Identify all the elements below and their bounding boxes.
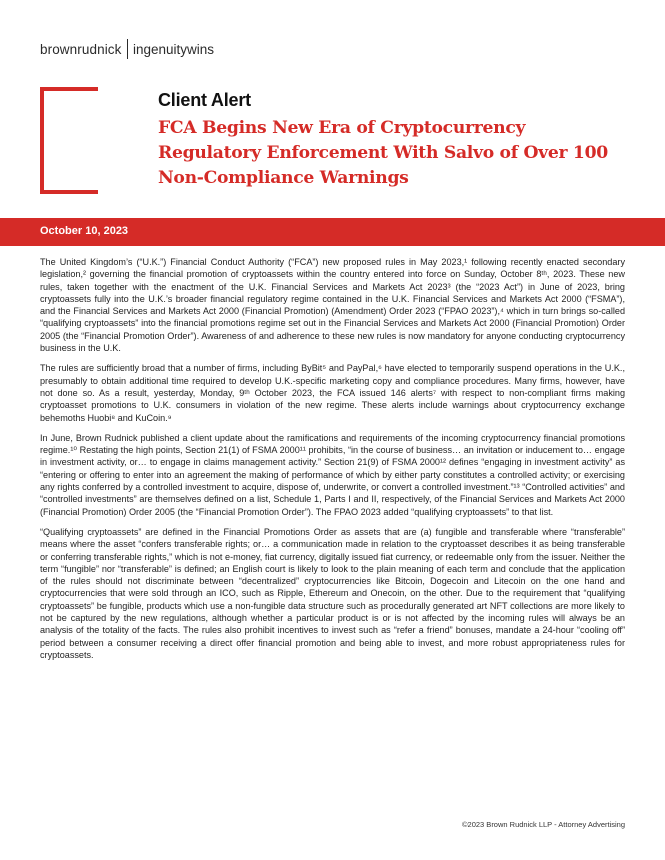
logo-divider [127, 39, 129, 59]
date-banner [0, 218, 665, 246]
paragraph: In June, Brown Rudnick published a client update about the ramifications and requirements of the incoming cryptocurrency financial promotions regime.¹⁰ Restating the high points, Section 21(1) of FSMA 2000¹¹ prohibits, “in the course of business… an invitation or inducement to… engage in investment activity, or… to engage in claims management activity.” Section 21(9) of FSMA 2000¹² defines “engaging in investment activity” as “entering or offering to enter into an agreement the making of performance of which by either party constitutes a controlled activity; or exercising any rights conferred by a controlled investment to acquire, dispose of, underwrite, or convert a controlled investment.”¹³ “Controlled activities” and “controlled investments” are themselves defined on a list, Schedule 1, Parts I and II, respectively, of the Financial Services and Markets Act 2000 (Financial Promotion) Order 2005 (the “Financial Promotion Order”). The FPAO 2023 added “qualifying cryptoassets” to that list. [40, 432, 625, 517]
red-bracket-decoration [40, 87, 98, 194]
headline-line-2: Regulatory Enforcement With Salvo of Over 100 [158, 143, 608, 163]
paragraph: “Qualifying cryptoassets” are defined in the Financial Promotions Order as assets that are (a) fungible and transferable where “transferable” means where the asset “confers transferable rights; or… a communication made in relation to the cryptoasset describes it as being transferable or conferring transferable rights,” which is not e-money, fiat currency, digitally issued fiat currency, or redeemable only from the issuer. Neither the term “fungible” nor “transferable” is defined; an English court is likely to look to the plain meaning of each term and conclude that the application of the rules should not discriminate between “decentralized” cryptocurrencies like Bitcoin, Dogecoin and Litecoin on the one hand and cryptocurrencies that were sold through an ICO, such as Ripple, Ethereum and Onecoin, on the other. Due to the requirement that “qualifying cryptoassets” be fungible, products which use a non-fungible data structure such as procedurally generated art NFT collections are more likely to not be captured by the new regulations, although whether a particular product is or is not affected by the incoming rules will always be an analysis of the totality of the facts. The rules also prohibit incentives to invest such as “refer a friend” bonuses, mandate a 24-hour “cooling off” period between a consumer receiving a direct offer financial promotion and being able to invest, and more robust appropriateness rules for cryptoassets. [40, 526, 625, 660]
brand-secondary: ingenuitywins [133, 41, 215, 57]
headline-line-1: FCA Begins New Era of Cryptocurrency [158, 118, 526, 138]
paragraph: The rules are sufficiently broad that a number of firms, including ByBit⁵ and PayPal,⁶ have elected to temporarily suspend operations in the U.K., presumably to obtain additional time required to develop U.K.-specific marketing copy and compliance procedures. Many firms, however, have not done so. As a result, yesterday, Monday, 9ᵗʰ October 2023, the FCA issued 146 alerts⁷ with respect to non-compliant firms making cryptoasset promotions to U.K. consumers in violation of the new regime. These alerts include warnings about cryptocurrency exchange behemoths Huobi⁸ and KuCoin.⁹ [40, 363, 625, 423]
brand-logo [40, 38, 214, 60]
publication-date: October 10, 2023 [40, 225, 129, 237]
footer-copyright: ©2023 Brown Rudnick LLP - Attorney Advertising [462, 820, 625, 829]
article-body [40, 256, 625, 669]
brand-primary: brownrudnick [40, 41, 122, 57]
headline-line-3: Non-Compliance Warnings [158, 168, 409, 188]
paragraph: The United Kingdom’s (“U.K.”) Financial Conduct Authority (“FCA”) new proposed rules in May 2023,¹ following recently enacted secondary legislation,² governing the financial promotion of cryptoassets within the country entered into force on Sunday, October 8ᵗʰ, 2023. These new rules, taken together with the enactment of the U.K. Financial Services and Markets Act 2023³ (the “2023 Act”) in June of 2023, bring cryptoassets fully into the U.K.’s broader financial regulatory regime contained in the U.K. Financial Services and Markets Act 2000 (“FSMA”), and the Financial Services and Markets Act 2000 (Financial Promotion) (Amendment) Order 2023 (“FPAO 2023”),⁴ which in turn brings so-called “qualifying cryptoassets” into the financial promotions regime set out in the Financial Services and Markets Act 2000 (Financial Promotion) Order 2005 (the “Financial Promotion Order”). Awareness of and adherence to these new rules is now mandatory for anyone conducting cryptocurrency business in the U.K. [40, 257, 625, 354]
alert-label: Client Alert [158, 90, 251, 110]
headline [158, 116, 638, 191]
